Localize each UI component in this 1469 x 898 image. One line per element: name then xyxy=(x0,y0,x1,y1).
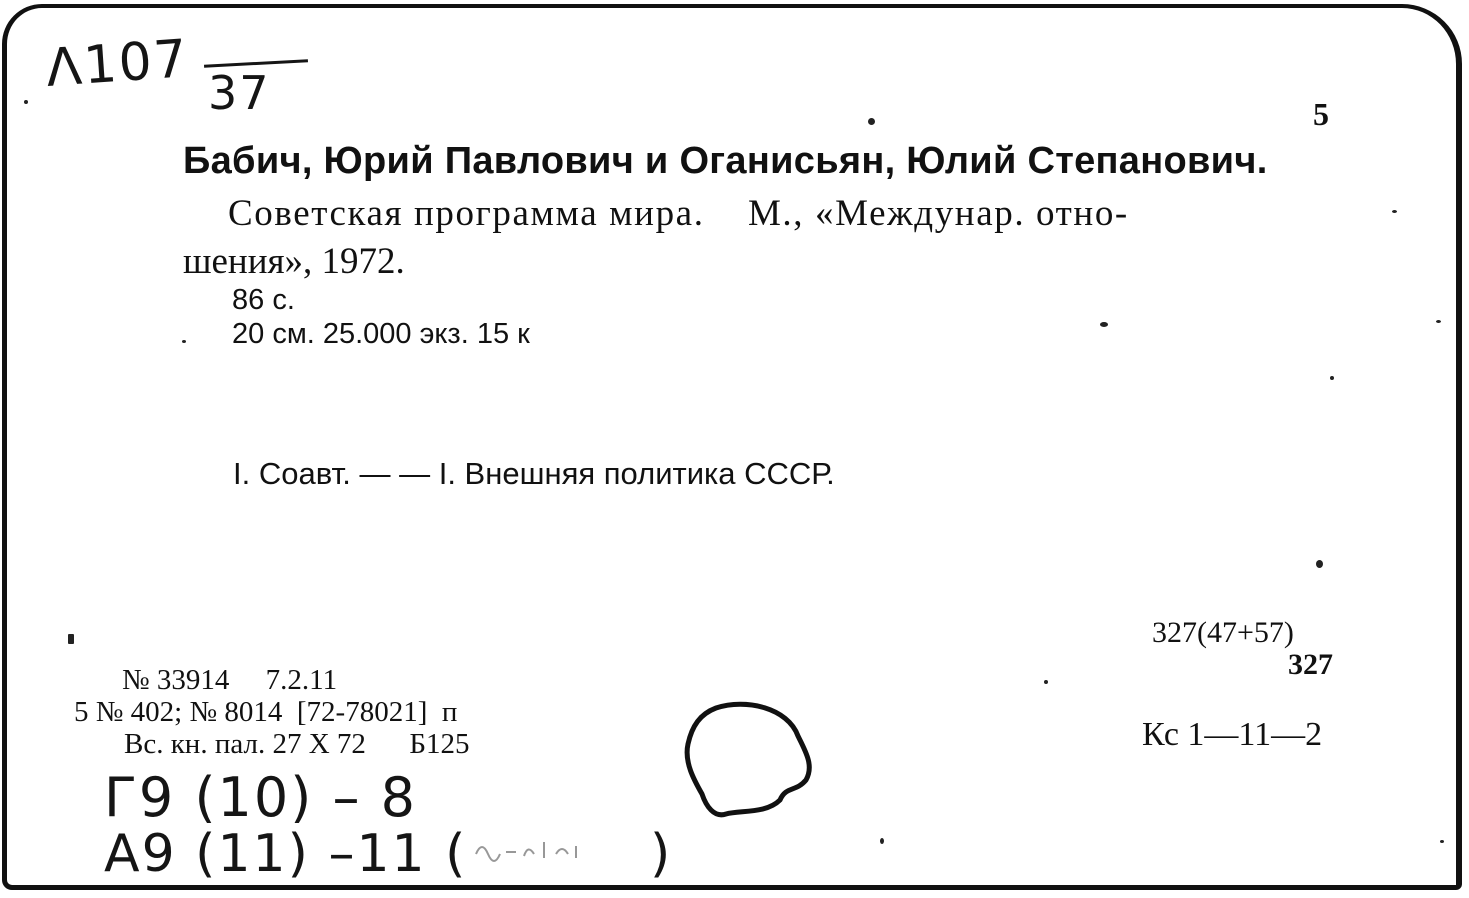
handwritten-code-2: А9 (11) –11 ( xyxy=(104,824,468,884)
title-line-2: шения», 1972. xyxy=(183,241,405,282)
handwritten-code-2-close: ) xyxy=(650,824,673,884)
scan-speck xyxy=(1330,376,1334,380)
record-line-3: Вс. кн. пал. 27 X 72 Б125 xyxy=(124,728,470,760)
scan-speck xyxy=(1436,320,1441,323)
library-stamp xyxy=(676,696,816,831)
scan-speck xyxy=(1440,840,1444,843)
faint-handwritten-scribble xyxy=(472,836,592,862)
scan-speck xyxy=(1100,322,1108,327)
scan-speck xyxy=(1316,560,1323,568)
pages: 86 с. xyxy=(232,284,295,316)
format-line: 20 см. 25.000 экз. 15 к xyxy=(232,318,530,350)
record-line-2: 5 № 402; № 8014 [72-78021] п xyxy=(74,696,458,728)
scan-speck xyxy=(182,340,186,343)
scan-speck xyxy=(1392,210,1397,213)
tracings: I. Соавт. — — I. Внешняя политика СССР. xyxy=(233,456,835,491)
scan-speck xyxy=(1044,680,1048,684)
record-line-1: № 33914 7.2.11 xyxy=(122,664,338,696)
author-heading: Бабич, Юрий Павлович и Оганисьян, Юлий Степанович. xyxy=(183,140,1268,182)
card-number: 5 xyxy=(1313,96,1329,132)
handwritten-shelf-mark: Λ107 xyxy=(44,29,191,99)
classification-2: 327 xyxy=(1288,648,1333,681)
scan-speck xyxy=(868,118,875,125)
classification-1: 327(47+57) xyxy=(1152,616,1294,649)
scan-speck xyxy=(24,100,28,104)
handwritten-shelf-sub: 37 xyxy=(208,66,271,120)
card-code: Кс 1—11—2 xyxy=(1142,716,1323,753)
scan-speck xyxy=(880,838,884,844)
scan-speck xyxy=(68,634,74,644)
handwritten-code-1: Г9 (10) – 8 xyxy=(104,766,417,829)
title-line-1: Советская программа мира. М., «Междунар. отно- xyxy=(228,193,1129,234)
